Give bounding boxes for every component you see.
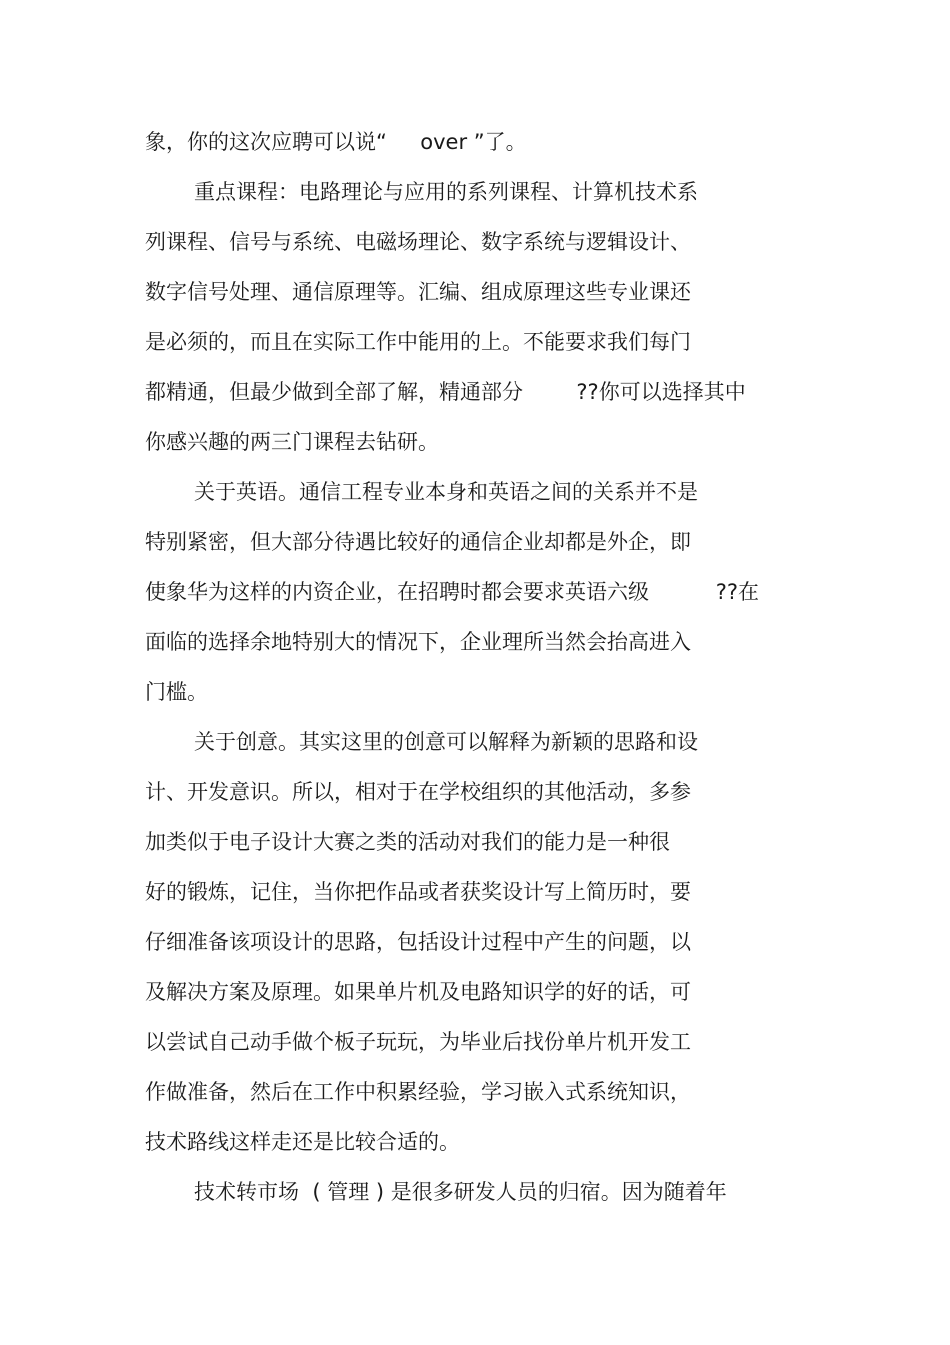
text-line: 都精通，但最少做到全部了解，精通部分 ??你可以选择其中 [145,380,746,404]
paragraph-start-line: 关于英语。通信工程专业本身和英语之间的关系并不是 [194,480,698,504]
text-line: 仔细准备该项设计的思路，包括设计过程中产生的问题，以 [145,930,691,954]
paragraph-start-line: 关于创意。其实这里的创意可以解释为新颖的思路和设 [194,730,698,754]
text-line: 使象华为这样的内资企业，在招聘时都会要求英语六级 ??在 [145,580,760,604]
text-line: 你感兴趣的两三门课程去钻研。 [145,430,439,454]
paragraph-start-line: 重点课程：电路理论与应用的系列课程、计算机技术系 [194,180,698,204]
paragraph-start-line: 技术转市场 ( 管理 ) 是很多研发人员的归宿。因为随着年 [194,1180,727,1204]
text-line: 列课程、信号与系统、电磁场理论、数字系统与逻辑设计、 [145,230,691,254]
text-line: 面临的选择余地特别大的情况下，企业理所当然会抬高进入 [145,630,691,654]
text-line: 好的锻炼，记住，当你把作品或者获奖设计写上简历时，要 [145,880,691,904]
text-line: 计、开发意识。所以，相对于在学校组织的其他活动，多参 [145,780,691,804]
text-line: 数字信号处理、通信原理等。汇编、组成原理这些专业课还 [145,280,691,304]
text-line: 象，你的这次应聘可以说“ over ”了。 [145,130,527,154]
text-line: 及解决方案及原理。如果单片机及电路知识学的好的话，可 [145,980,691,1004]
text-line: 特别紧密，但大部分待遇比较好的通信企业却都是外企，即 [145,530,691,554]
text-line: 门槛。 [145,680,208,704]
text-line: 加类似于电子设计大赛之类的活动对我们的能力是一种很 [145,830,670,854]
text-line: 技术路线这样走还是比较合适的。 [145,1130,460,1154]
text-line: 作做准备，然后在工作中积累经验，学习嵌入式系统知识， [145,1080,691,1104]
text-line: 以尝试自己动手做个板子玩玩，为毕业后找份单片机开发工 [145,1030,691,1054]
text-line: 是必须的，而且在实际工作中能用的上。不能要求我们每门 [145,330,691,354]
